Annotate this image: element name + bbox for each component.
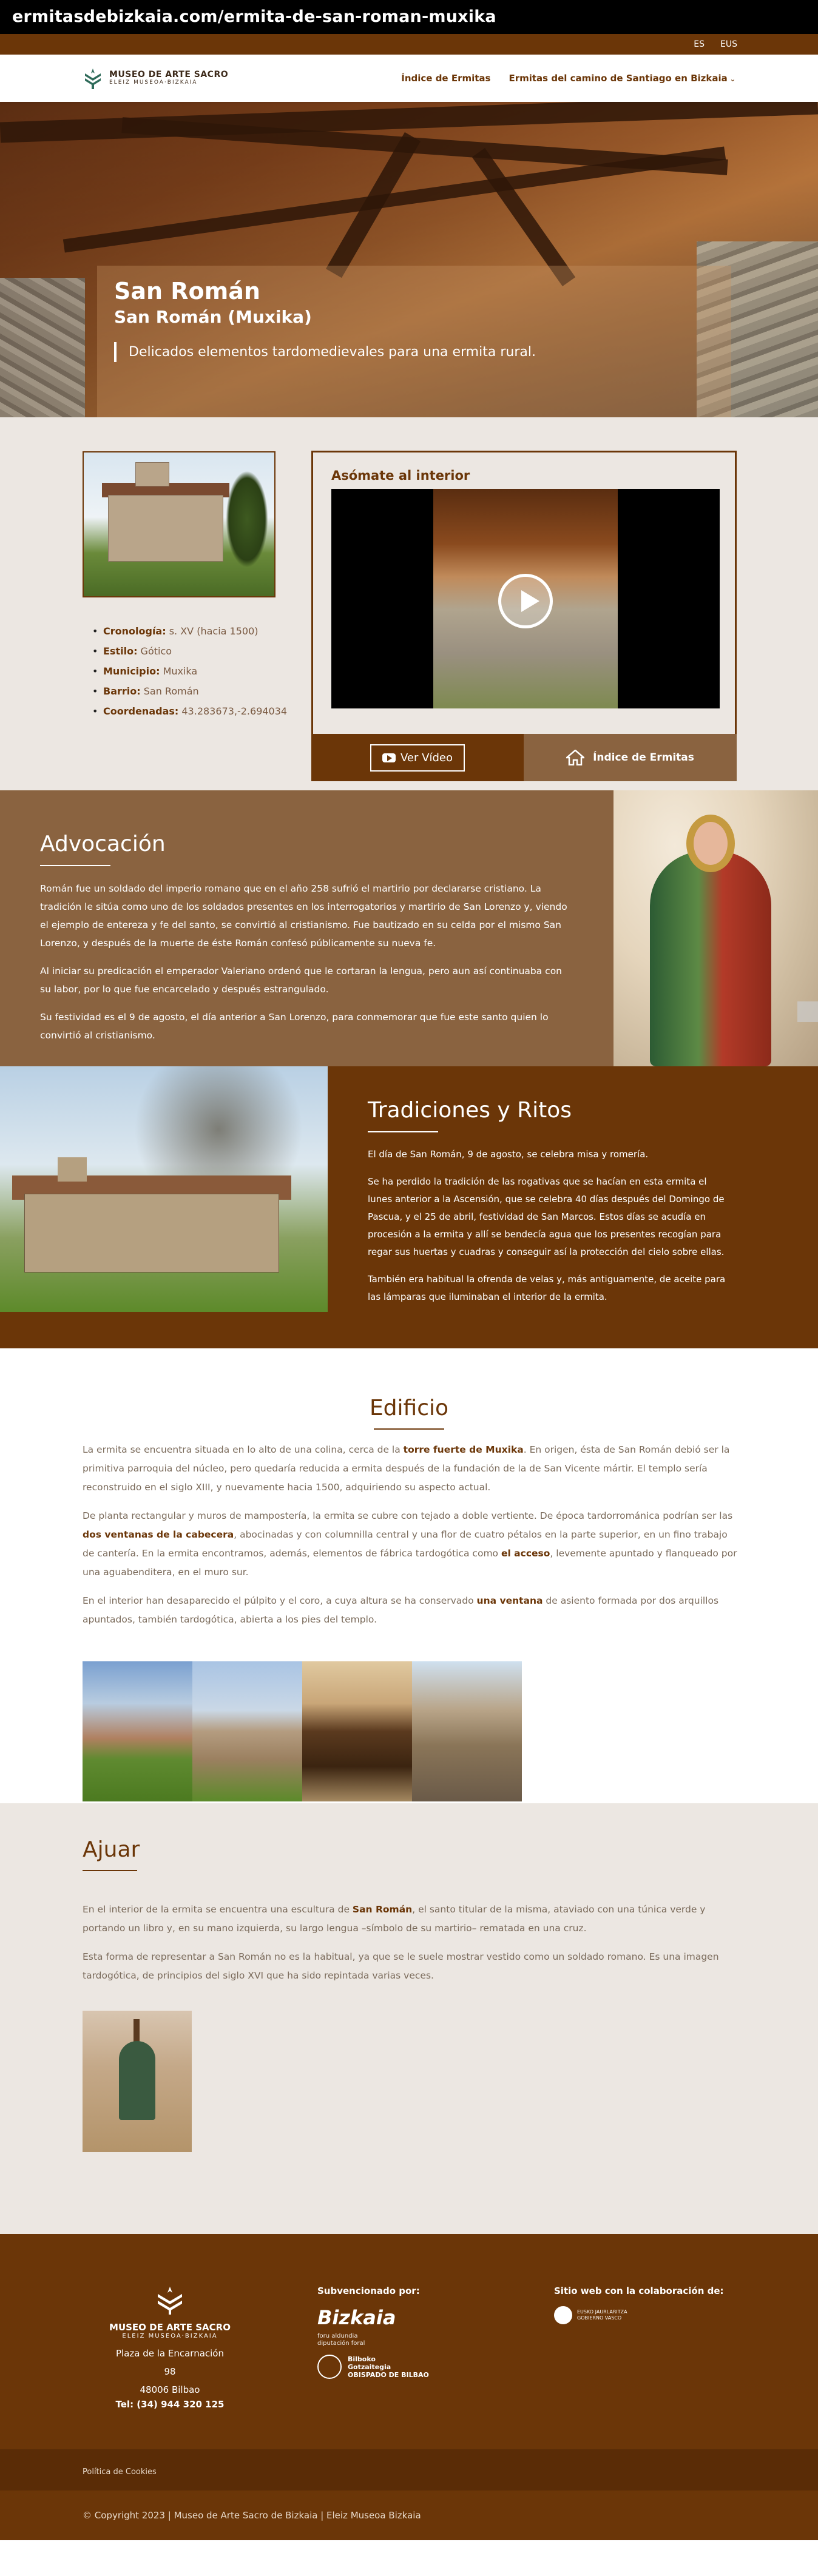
ajuar-paragraph bbox=[83, 1900, 738, 1938]
video-button-area bbox=[311, 734, 524, 781]
gallery-image[interactable] bbox=[412, 1661, 522, 1801]
footer-collaborators bbox=[554, 2285, 724, 2324]
tradiciones-title: Tradiciones y Ritos bbox=[368, 1098, 572, 1123]
advocacion-section bbox=[0, 790, 818, 1066]
title-rule bbox=[83, 1870, 137, 1871]
text-span: En el interior han desaparecido el púlpito y el coro, a cuya altura se ha conservado bbox=[83, 1595, 477, 1606]
bizkaia-sub2: diputación foral bbox=[317, 2340, 365, 2347]
copyright-bar: © Copyright 2023 | Museo de Arte Sacro de Bizkaia | Eleiz Museoa Bizkaia bbox=[0, 2490, 818, 2540]
tradiciones-paragraph: Se ha perdido la tradición de las rogativas que se hacían en esta ermita el lunes anterior a la Ascensión, que se celebra 40 días después del Domingo de Pascua, y el 25 de abril, festividad de San Marcos. Estos días se acudía en procesión a la ermita y allí se bendecía agua que los presentes recogían para regar sus huertas y cuadras y conseguir así la protección del cielo sobre ellas. bbox=[368, 1176, 725, 1257]
edificio-paragraph bbox=[83, 1592, 738, 1629]
lang-eus-link[interactable]: EUS bbox=[720, 39, 737, 49]
cookies-policy-link[interactable]: Política de Cookies bbox=[83, 2467, 157, 2477]
gv-line1: EUSKO JAURLARITZA bbox=[577, 2309, 627, 2315]
ajuar-section bbox=[0, 1803, 818, 2234]
footer-address1: Plaza de la Encarnación 98 bbox=[115, 2348, 224, 2377]
edificio-paragraph bbox=[83, 1507, 738, 1582]
nav-indice-ermitas[interactable]: Índice de Ermitas bbox=[401, 73, 491, 84]
page-title: San Román bbox=[114, 278, 260, 304]
title-rule bbox=[374, 1428, 444, 1430]
obispado-line1: Bilboko bbox=[348, 2355, 376, 2363]
title-rule bbox=[40, 865, 110, 866]
obispado-line2: Gotzaitegia bbox=[348, 2362, 391, 2371]
photo-gallery bbox=[83, 1661, 522, 1801]
fact-estilo bbox=[92, 645, 287, 657]
gobierno-vasco-crest-icon bbox=[554, 2306, 572, 2324]
fact-municipio bbox=[92, 665, 287, 677]
text-span: . En origen, ésta de San Román debió ser la primitiva parroquia del núcleo, pero quedaría reducida a ermita después de la fundación de la de San Vicente mártir. El templo sería reconstruido en el siglo XIII, y nuevamente hacia 1500, adquiriendo su aspecto actual. bbox=[83, 1444, 730, 1493]
gallery-image[interactable] bbox=[192, 1661, 302, 1801]
text-span: , abocinadas y con columnilla central y una flor de cuatro pétalos en la parte superior, en un fino trabajo de cantería. En la ermita encontramos, además, elementos de fábrica tardogótica como bbox=[83, 1529, 728, 1559]
advocacion-paragraph: Al iniciar su predicación el emperador Valeriano ordenó que le cortaran la lengua, pero aun así continuaba con su labor, por lo que fue encarcelado y después estrangulado. bbox=[40, 966, 563, 995]
obispado-logo[interactable] bbox=[317, 2355, 429, 2379]
san-roman-link[interactable]: San Román bbox=[352, 1904, 413, 1915]
ver-video-label: Ver Vídeo bbox=[401, 751, 453, 764]
footer-address2: 48006 Bilbao bbox=[140, 2384, 200, 2395]
fact-label: Municipio: bbox=[103, 665, 160, 677]
stone-wall bbox=[0, 278, 85, 417]
gobierno-vasco-logo[interactable] bbox=[554, 2306, 724, 2324]
edificio-section bbox=[0, 1348, 818, 1803]
language-bar bbox=[0, 34, 818, 55]
fact-label: Coordenadas: bbox=[103, 705, 179, 717]
fact-label: Estilo: bbox=[103, 645, 138, 657]
cookie-bar bbox=[0, 2449, 818, 2490]
advocacion-paragraph: Román fue un soldado del imperio romano que en el año 258 sufrió el martirio por declararse cristiano. La tradición le sitúa como uno de los soldados presentes en los interrogatorios y martirio de San Lorenzo y, viendo el ejemplo de entereza y fe del santo, se convirtió al cristianismo. Fue bautizado en su celda por el mismo San Lorenzo, y después de la muerte de éste Román confesó públicamente su nueva fe. bbox=[40, 883, 567, 949]
photo-tower bbox=[58, 1157, 87, 1182]
ventanas-cabecera-link[interactable]: dos ventanas de la cabecera bbox=[83, 1529, 234, 1540]
fact-coordenadas bbox=[92, 705, 287, 717]
cross-shape bbox=[134, 2019, 140, 2043]
museum-logo-icon bbox=[83, 67, 103, 89]
page-subtitle: San Román (Muxika) bbox=[114, 307, 312, 327]
play-icon[interactable] bbox=[498, 574, 553, 628]
sculpture-photo[interactable] bbox=[83, 2011, 192, 2152]
site-header bbox=[0, 55, 818, 102]
footer-sponsors bbox=[317, 2285, 429, 2379]
subvencionado-heading: Subvencionado por: bbox=[317, 2285, 420, 2296]
text-span: La ermita se encuentra situada en lo alto de una colina, cerca de la bbox=[83, 1444, 404, 1455]
hero-tagline: Delicados elementos tardomedievales para una ermita rural. bbox=[114, 342, 536, 362]
fact-label: Cronología: bbox=[103, 625, 166, 637]
scroll-top-button[interactable] bbox=[797, 1001, 818, 1022]
tradiciones-paragraph: También era habitual la ofrenda de velas y, más antiguamente, de aceite para las lámparas que iluminaban el interior de la ermita. bbox=[368, 1274, 726, 1302]
torre-fuerte-link[interactable]: torre fuerte de Muxika bbox=[403, 1444, 524, 1455]
video-player[interactable] bbox=[331, 489, 720, 708]
hermitage-exterior-photo bbox=[0, 1066, 328, 1312]
logo-line2: ELEIZ MUSEOA·BIZKAIA bbox=[109, 79, 198, 86]
statue-head bbox=[686, 815, 735, 872]
fact-value: 43.283673,-2.694034 bbox=[178, 705, 288, 717]
indice-label: Índice de Ermitas bbox=[593, 752, 694, 764]
footer-museum-info bbox=[109, 2285, 231, 2410]
text-span: De planta rectangular y muros de mampostería, la ermita se cubre con tejado a doble vertiente. De época tardorrománica podrían ser las bbox=[83, 1510, 733, 1521]
photo-tower bbox=[135, 462, 169, 486]
gallery-image[interactable] bbox=[83, 1661, 192, 1801]
video-actions bbox=[311, 734, 737, 781]
nav-camino-santiago[interactable] bbox=[509, 73, 735, 84]
fact-barrio bbox=[92, 685, 287, 697]
logo-line1: MUSEO DE ARTE SACRO bbox=[109, 70, 229, 80]
statue-body bbox=[650, 851, 771, 1066]
colaboracion-heading: Sitio web con la colaboración de: bbox=[554, 2285, 724, 2296]
text-span: , levemente apuntado y flanqueado por una aguabenditera, en el muro sur. bbox=[83, 1548, 737, 1578]
home-icon bbox=[566, 750, 584, 765]
hermitage-photo bbox=[83, 451, 275, 597]
chevron-down-icon: ⌄ bbox=[729, 75, 735, 83]
main-nav bbox=[401, 73, 735, 84]
gallery-image[interactable] bbox=[302, 1661, 412, 1801]
text-span: En el interior de la ermita se encuentra una escultura de bbox=[83, 1904, 353, 1915]
indice-ermitas-button[interactable] bbox=[524, 734, 737, 781]
facts-list bbox=[92, 625, 287, 725]
bizkaia-sub1: foru aldundia bbox=[317, 2333, 358, 2339]
fact-value: Gótico bbox=[137, 645, 172, 657]
text-span: , el santo titular de la misma, ataviado con una túnica verde y portando un libro y, en su mano izquierda, su largo lengua –símbolo de su martirio– rematada en una cruz. bbox=[83, 1904, 706, 1934]
fact-cronologia bbox=[92, 625, 287, 637]
fact-value: San Román bbox=[140, 685, 199, 697]
nav-camino-label: Ermitas del camino de Santiago en Bizkaia bbox=[509, 73, 728, 84]
fact-value: s. XV (hacia 1500) bbox=[166, 625, 259, 637]
advocacion-paragraph: Su festividad es el 9 de agosto, el día anterior a San Lorenzo, para conmemorar que fue este santo quien lo convirtió al cristianismo. bbox=[40, 1012, 549, 1041]
photo-building bbox=[24, 1194, 279, 1273]
fact-value: Muxika bbox=[160, 665, 198, 677]
title-rule bbox=[368, 1131, 438, 1132]
niche-shape bbox=[119, 2041, 155, 2120]
edificio-title: Edificio bbox=[369, 1396, 449, 1421]
el-acceso-link[interactable]: el acceso bbox=[501, 1548, 550, 1559]
gv-line2: GOBIERNO VASCO bbox=[577, 2315, 622, 2321]
footer-phone[interactable]: Tel: (34) 944 320 125 bbox=[115, 2399, 225, 2410]
tradiciones-section bbox=[0, 1066, 818, 1348]
advocacion-title: Advocación bbox=[40, 832, 166, 856]
tradiciones-paragraph: El día de San Román, 9 de agosto, se celebra misa y romería. bbox=[368, 1149, 649, 1160]
site-logo[interactable] bbox=[83, 67, 228, 89]
una-ventana-link[interactable]: una ventana bbox=[476, 1595, 543, 1606]
obispado-crest-icon bbox=[317, 2355, 342, 2379]
footer-logo-line1: MUSEO DE ARTE SACRO bbox=[109, 2322, 231, 2333]
ajuar-title: Ajuar bbox=[83, 1837, 140, 1862]
hero-banner bbox=[0, 102, 818, 417]
ajuar-paragraph: Esta forma de representar a San Román no es la habitual, ya que se le suele mostrar vestido como un soldado romano. Es una imagen tardogótica, de principios del siglo XVI que ha sido repintada varias veces. bbox=[83, 1951, 719, 1981]
footer-logo-line2: ELEIZ MUSEOA·BIZKAIA bbox=[122, 2333, 218, 2339]
bizkaia-logo[interactable]: Bizkaia bbox=[317, 2306, 396, 2329]
info-section bbox=[0, 417, 818, 790]
photo-building bbox=[108, 495, 223, 562]
youtube-icon bbox=[382, 753, 396, 762]
url-bar[interactable]: ermitasdebizkaia.com/ermita-de-san-roman-muxika bbox=[0, 0, 818, 34]
photo-tree bbox=[226, 471, 268, 568]
site-footer bbox=[0, 2234, 818, 2449]
lang-es-link[interactable]: ES bbox=[694, 39, 705, 49]
saint-statue-photo bbox=[614, 790, 818, 1066]
video-card-title: Asómate al interior bbox=[331, 468, 470, 483]
ver-video-button[interactable] bbox=[370, 744, 465, 772]
text-span: de asiento formada por dos arquillos apuntados, también tardogótica, abierta a los pies del templo. bbox=[83, 1595, 719, 1625]
fact-label: Barrio: bbox=[103, 685, 141, 697]
edificio-paragraph bbox=[83, 1441, 738, 1497]
interior-video-card bbox=[311, 451, 737, 781]
museum-logo-icon bbox=[155, 2285, 184, 2315]
obispado-line3: OBISPADO DE BILBAO bbox=[348, 2370, 429, 2379]
